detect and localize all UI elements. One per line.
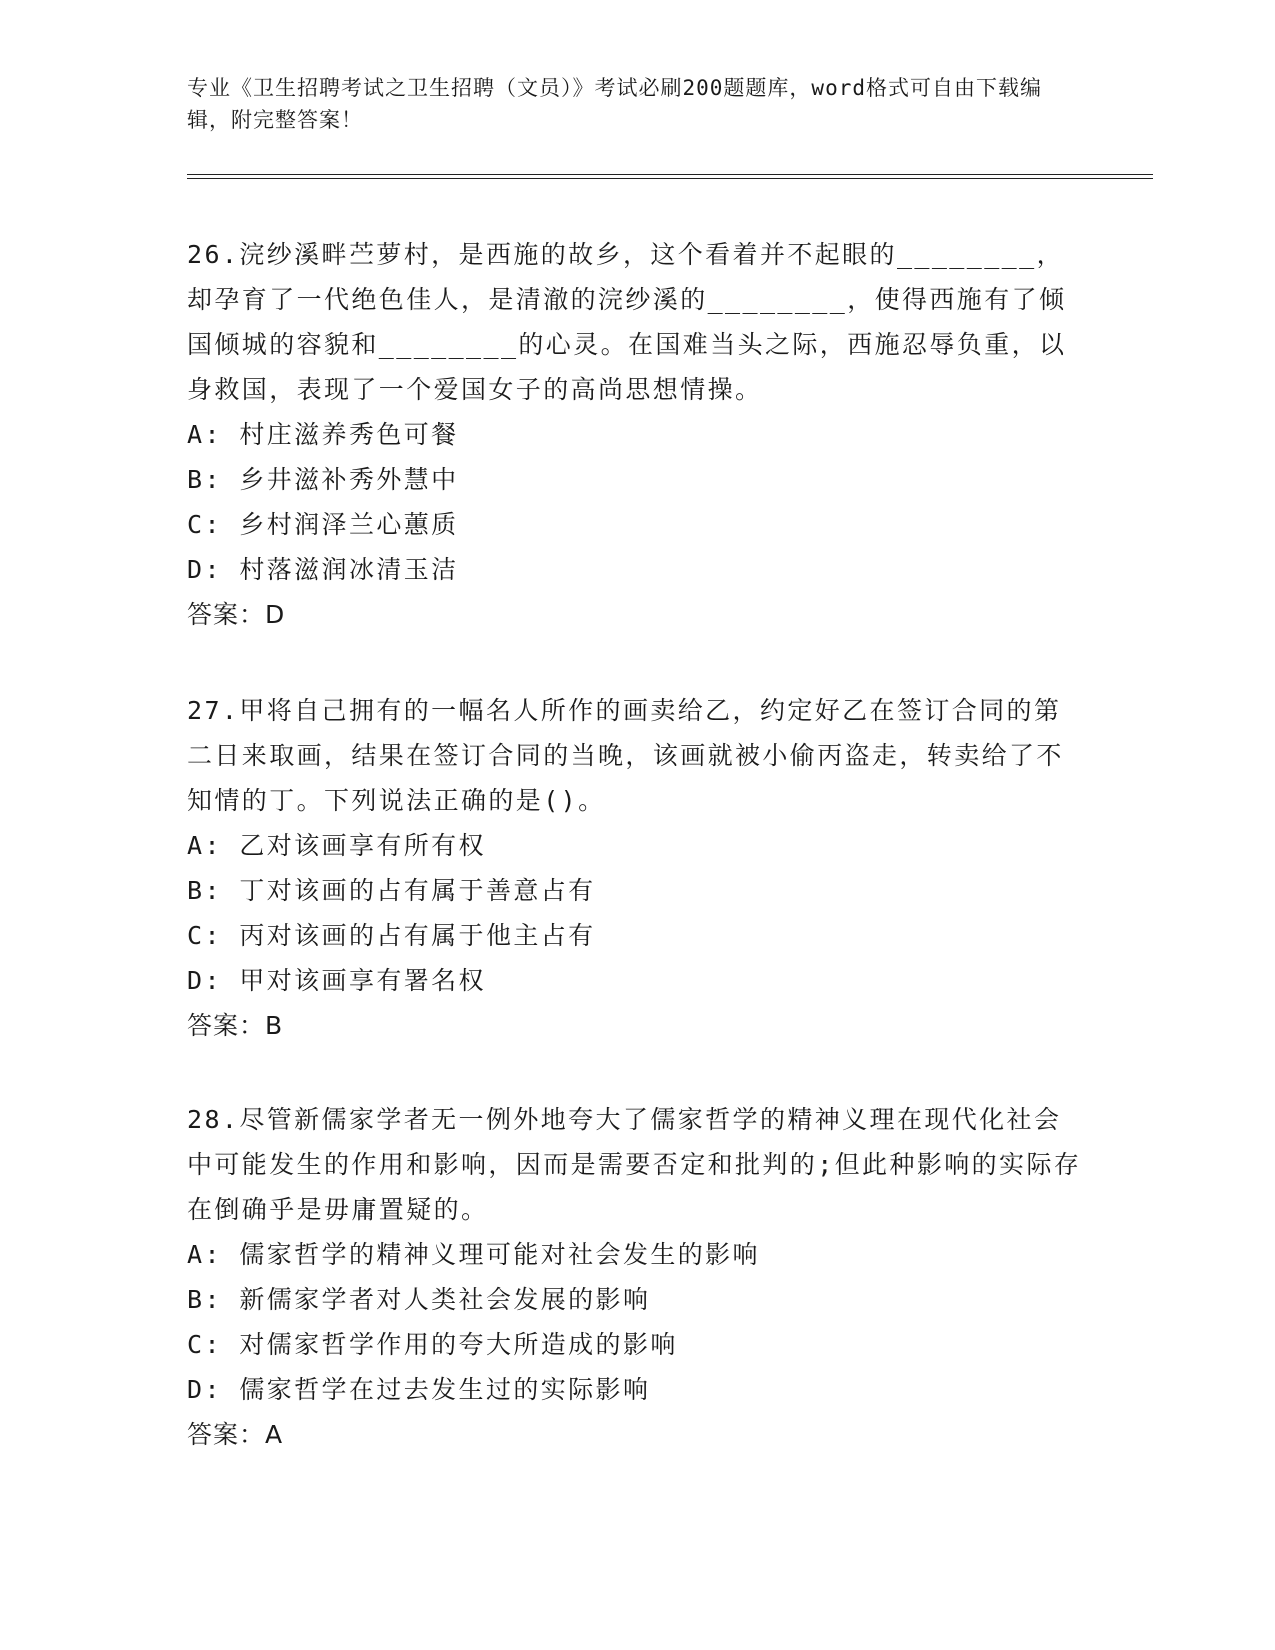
- header-divider: [187, 174, 1153, 179]
- option-d: D: 村落滋润冰清玉洁: [187, 555, 459, 584]
- question-28: [187, 1097, 1087, 1458]
- option-d: D: 甲对该画享有署名权: [187, 966, 486, 995]
- answer-line: 答案：B: [187, 1011, 284, 1040]
- option-c: C: 对儒家哲学作用的夸大所造成的影响: [187, 1330, 678, 1359]
- option-d: D: 儒家哲学在过去发生过的实际影响: [187, 1375, 651, 1404]
- document-header: 专业《卫生招聘考试之卫生招聘（文员）》考试必刷200题题库，word格式可自由下载编辑，附完整答案！: [187, 76, 1042, 132]
- option-a: A: 村庄滋养秀色可餐: [187, 420, 459, 449]
- option-b: B: 新儒家学者对人类社会发展的影响: [187, 1285, 651, 1314]
- option-b: B: 丁对该画的占有属于善意占有: [187, 876, 596, 905]
- question-stem: 27.甲将自己拥有的一幅名人所作的画卖给乙，约定好乙在签订合同的第二日来取画，结果在签订合同的当晚，该画就被小偷丙盗走，转卖给了不知情的丁。下列说法正确的是()。: [187, 696, 1064, 815]
- question-26: [187, 232, 1087, 638]
- answer-line: 答案：D: [187, 600, 286, 629]
- option-a: A: 儒家哲学的精神义理可能对社会发生的影响: [187, 1240, 760, 1269]
- question-stem: 28.尽管新儒家学者无一例外地夸大了儒家哲学的精神义理在现代化社会中可能发生的作用和影响，因而是需要否定和批判的;但此种影响的实际存在倒确乎是毋庸置疑的。: [187, 1105, 1082, 1224]
- answer-line: 答案：A: [187, 1420, 284, 1449]
- option-b: B: 乡井滋补秀外慧中: [187, 465, 459, 494]
- question-stem: 26.浣纱溪畔苎萝村，是西施的故乡，这个看着并不起眼的________，却孕育了一代绝色佳人，是清澈的浣纱溪的________，使得西施有了倾国倾城的容貌和________的心灵。在国难当头之际，西施忍辱负重，以身救国，表现了一个爱国女子的高尚思想情操。: [187, 240, 1067, 404]
- option-a: A: 乙对该画享有所有权: [187, 831, 486, 860]
- question-27: [187, 688, 1087, 1049]
- option-c: C: 乡村润泽兰心蕙质: [187, 510, 459, 539]
- option-c: C: 丙对该画的占有属于他主占有: [187, 921, 596, 950]
